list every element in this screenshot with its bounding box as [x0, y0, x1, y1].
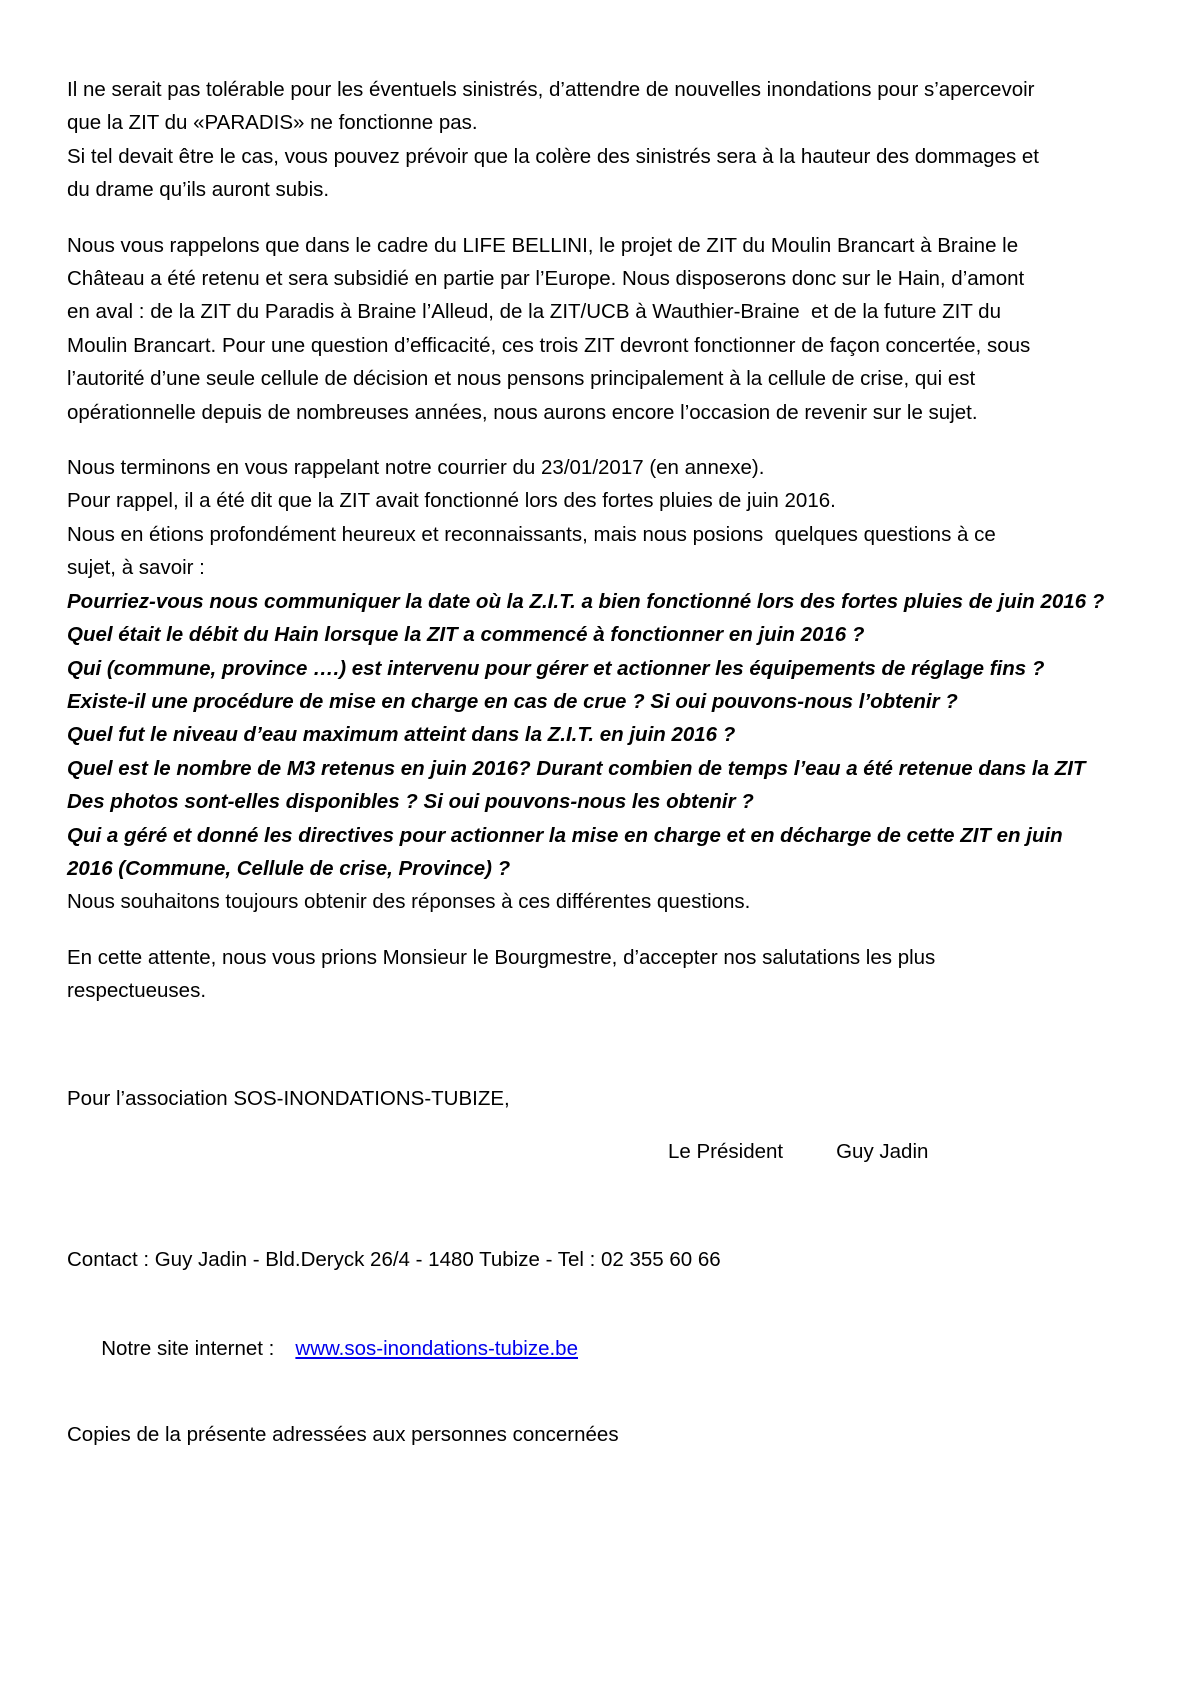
text-line: Nous vous rappelons que dans le cadre du LIFE BELLINI, le projet de ZIT du Moulin Brancart à Braine le	[67, 233, 1019, 257]
text-line	[67, 1299, 1152, 1399]
text-line: que la ZIT du «PARADIS» ne fonctionne pas.	[67, 111, 478, 135]
text-line: Nous terminons en vous rappelant notre courrier du 23/01/2017 (en annexe).	[67, 456, 765, 480]
question-line: Qui (commune, province ….) est intervenu pour gérer et actionner les équipements de réglage fins ?	[67, 656, 1045, 680]
signature-association-line	[67, 1082, 1152, 1115]
question-line: Des photos sont-elles disponibles ? Si oui pouvons-nous les obtenir ?	[67, 790, 754, 814]
website-label: Notre site internet :	[101, 1337, 275, 1361]
question-line: Quel fut le niveau d’eau maximum atteint dans la Z.I.T. en juin 2016 ?	[67, 723, 736, 747]
text-line: Nous en étions profondément heureux et reconnaissants, mais nous posions quelques questions à ce	[67, 522, 996, 546]
copies-line	[67, 1418, 1152, 1451]
text-line: sujet, à savoir :	[67, 556, 205, 580]
paragraph-souhait	[67, 885, 1152, 918]
paragraph-life-bellini	[67, 229, 1152, 429]
question-line: Pourriez-vous nous communiquer la date où la Z.I.T. a bien fonctionné lors des fortes pluies de juin 2016 ?	[67, 589, 1105, 613]
paragraph-courrier-rappel	[67, 451, 1152, 585]
website-line	[67, 1299, 1152, 1399]
signature-name: Guy Jadin	[836, 1139, 929, 1163]
text-line: l’autorité d’une seule cellule de décision et nous pensons principalement à la cellule de crise, qui est	[67, 367, 976, 391]
text-line: Contact : Guy Jadin - Bld.Deryck 26/4 - 1480 Tubize - Tel : 02 355 60 66	[67, 1248, 721, 1272]
text-line: En cette attente, nous vous prions Monsieur le Bourgmestre, d’accepter nos salutations les plus	[67, 945, 936, 969]
text-line: Il ne serait pas tolérable pour les éventuels sinistrés, d’attendre de nouvelles inondations pour s’apercevoir	[67, 78, 1035, 101]
paragraph-intro	[67, 73, 1152, 207]
text-line: Nous souhaitons toujours obtenir des réponses à ces différentes questions.	[67, 890, 751, 914]
question-line: Quel était le débit du Hain lorsque la ZIT a commencé à fonctionner en juin 2016 ?	[67, 623, 865, 647]
text-line: en aval : de la ZIT du Paradis à Braine l’Alleud, de la ZIT/UCB à Wauthier-Braine et de la future ZIT du	[67, 300, 1001, 324]
question-line: Quel est le nombre de M3 retenus en juin 2016? Durant combien de temps l’eau a été retenue dans la ZIT	[67, 756, 1086, 780]
text-line: du drame qu’ils auront subis.	[67, 178, 330, 202]
signature-line	[67, 1135, 1152, 1168]
question-line: Existe-il une procédure de mise en charge en cas de crue ? Si oui pouvons-nous l’obtenir ?	[67, 689, 958, 713]
signature-title: Le Président	[668, 1139, 784, 1163]
text-line: Copies de la présente adressées aux personnes concernées	[67, 1423, 619, 1446]
questions-block	[67, 585, 1152, 886]
question-line: 2016 (Commune, Cellule de crise, Province) ?	[67, 856, 511, 880]
text-line: opérationnelle depuis de nombreuses années, nous aurons encore l’occasion de revenir sur le sujet.	[67, 400, 978, 424]
text-line: Si tel devait être le cas, vous pouvez prévoir que la colère des sinistrés sera à la hauteur des dommages et	[67, 144, 1039, 168]
text-line: Pour l’association SOS-INONDATIONS-TUBIZE,	[67, 1086, 510, 1110]
website-link[interactable]: www.sos-inondations-tubize.be	[295, 1337, 578, 1361]
text-line: respectueuses.	[67, 979, 207, 1003]
text-line: Moulin Brancart. Pour une question d’efficacité, ces trois ZIT devront fonctionner de façon concertée, sous	[67, 333, 1031, 357]
contact-line	[67, 1243, 1152, 1276]
text-line: Pour rappel, il a été dit que la ZIT avait fonctionné lors des fortes pluies de juin 2016.	[67, 489, 836, 513]
paragraph-closing	[67, 941, 1152, 1008]
text-line: Château a été retenu et sera subsidié en partie par l’Europe. Nous disposerons donc sur le Hain, d’amont	[67, 267, 1025, 291]
question-line: Qui a géré et donné les directives pour actionner la mise en charge et en décharge de cette ZIT en juin	[67, 823, 1063, 847]
